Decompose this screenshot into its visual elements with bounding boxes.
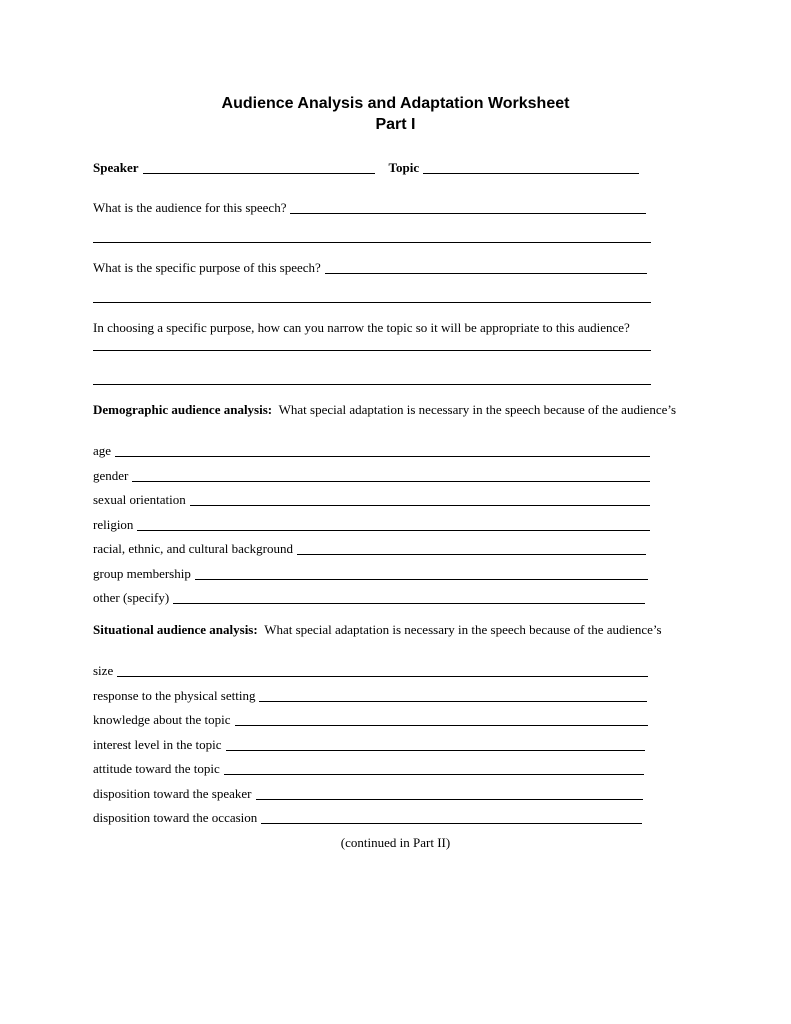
demographic-item-label: other (specify) xyxy=(93,590,170,605)
purpose-answer-field[interactable] xyxy=(325,261,647,274)
demographic-item-background xyxy=(93,541,646,557)
demographic-item-label: gender xyxy=(93,468,129,483)
audience-question-label: What is the audience for this speech? xyxy=(93,200,287,215)
situational-item-label: knowledge about the topic xyxy=(93,712,231,727)
demographic-background-field[interactable] xyxy=(297,542,646,555)
topic-field[interactable] xyxy=(423,161,639,174)
speaker-label: Speaker xyxy=(93,160,139,175)
demographic-item-label: sexual orientation xyxy=(93,492,186,507)
audience-answer-field[interactable] xyxy=(290,201,646,214)
situational-item-occasion xyxy=(93,810,642,826)
situational-item-label: attitude toward the topic xyxy=(93,761,220,776)
topic-label: Topic xyxy=(388,160,420,175)
narrow-answer-line-1[interactable] xyxy=(93,350,651,351)
situational-item-label: response to the physical setting xyxy=(93,688,256,703)
audience-answer-line-2[interactable] xyxy=(93,242,651,243)
demographic-item-gender xyxy=(93,468,650,484)
demographic-item-age xyxy=(93,443,650,459)
purpose-question-row xyxy=(93,260,647,276)
situational-size-field[interactable] xyxy=(117,664,648,677)
situational-item-label: disposition toward the occasion xyxy=(93,810,258,825)
page-title: Audience Analysis and Adaptation Worksheet xyxy=(221,95,570,112)
purpose-answer-line-2[interactable] xyxy=(93,302,651,303)
demographic-item-group-membership xyxy=(93,566,648,582)
situational-occasion-field[interactable] xyxy=(261,811,642,824)
situational-interest-field[interactable] xyxy=(226,738,645,751)
situational-physical-setting-field[interactable] xyxy=(259,689,647,702)
demographic-item-religion xyxy=(93,517,650,533)
situational-attitude-field[interactable] xyxy=(224,762,644,775)
demographic-age-field[interactable] xyxy=(115,444,650,457)
situational-item-knowledge xyxy=(93,712,648,728)
demographic-item-other xyxy=(93,590,645,606)
situational-item-label: size xyxy=(93,663,114,678)
situational-item-label: disposition toward the speaker xyxy=(93,786,252,801)
situational-prompt xyxy=(93,622,698,638)
demographic-sexual-orientation-field[interactable] xyxy=(190,493,650,506)
narrow-answer-line-2[interactable] xyxy=(93,384,651,385)
demographic-religion-field[interactable] xyxy=(137,518,650,531)
demographic-item-label: age xyxy=(93,443,112,458)
demographic-text: What special adaptation is necessary in the speech because of the audience’s xyxy=(278,402,677,417)
speaker-topic-row xyxy=(93,160,639,176)
demographic-item-label: group membership xyxy=(93,566,191,581)
situational-item-interest xyxy=(93,737,645,753)
situational-item-attitude xyxy=(93,761,644,777)
situational-knowledge-field[interactable] xyxy=(235,713,648,726)
demographic-gender-field[interactable] xyxy=(132,469,650,482)
speaker-field[interactable] xyxy=(143,161,375,174)
situational-heading: Situational audience analysis: xyxy=(93,622,258,637)
demographic-item-label: racial, ethnic, and cultural background xyxy=(93,541,293,556)
demographic-group-membership-field[interactable] xyxy=(195,567,648,580)
narrow-question-label: In choosing a specific purpose, how can you narrow the topic so it will be appropriate to this audience? xyxy=(93,320,630,335)
purpose-question-label: What is the specific purpose of this speech? xyxy=(93,260,321,275)
situational-item-label: interest level in the topic xyxy=(93,737,222,752)
demographic-item-sexual-orientation xyxy=(93,492,650,508)
situational-speaker-field[interactable] xyxy=(256,787,644,800)
audience-question-row xyxy=(93,200,646,216)
situational-item-physical-setting xyxy=(93,688,647,704)
demographic-prompt xyxy=(93,402,698,418)
demographic-other-field[interactable] xyxy=(173,591,645,604)
situational-item-speaker xyxy=(93,786,643,802)
demographic-item-label: religion xyxy=(93,517,134,532)
demographic-heading: Demographic audience analysis: xyxy=(93,402,273,417)
page-subtitle: Part I xyxy=(375,116,416,133)
situational-text: What special adaptation is necessary in the speech because of the audience’s xyxy=(264,622,662,637)
situational-item-size xyxy=(93,663,648,679)
continued-note: (continued in Part II) xyxy=(340,835,451,850)
